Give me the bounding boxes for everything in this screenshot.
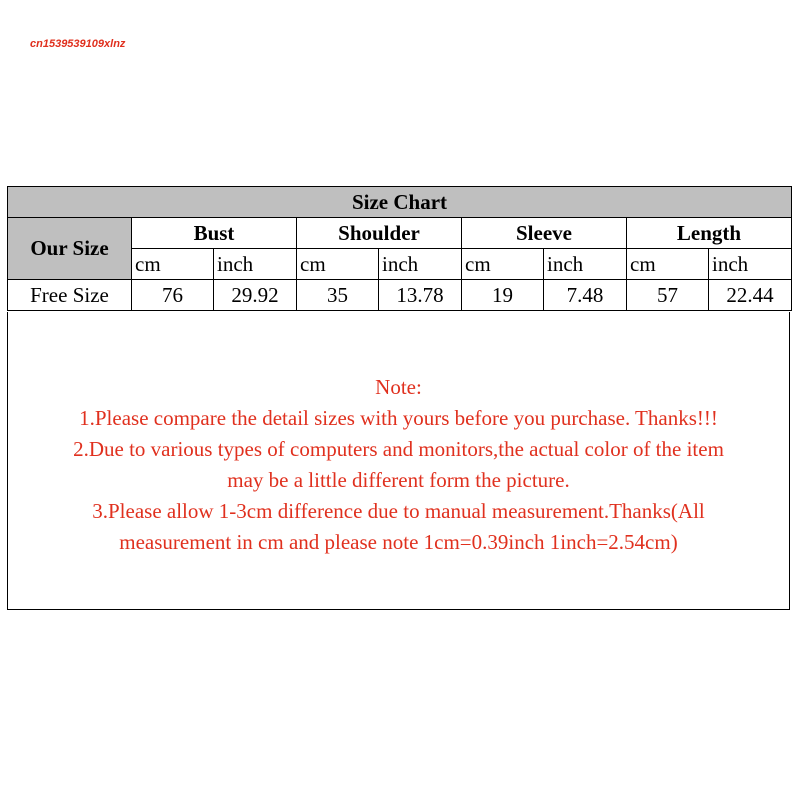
bust-header: Bust bbox=[132, 218, 297, 249]
size-cell: Free Size bbox=[8, 280, 132, 311]
note-box bbox=[7, 312, 790, 610]
bust-unit-inch: inch bbox=[214, 249, 297, 280]
bust-cm-value: 76 bbox=[132, 280, 214, 311]
shoulder-inch-value: 13.78 bbox=[379, 280, 462, 311]
bust-unit-cm: cm bbox=[132, 249, 214, 280]
shoulder-unit-cm: cm bbox=[297, 249, 379, 280]
sleeve-unit-cm: cm bbox=[462, 249, 544, 280]
note-line-4: 3.Please allow 1-3cm difference due to manual measurement.Thanks(All bbox=[92, 499, 705, 523]
sleeve-header: Sleeve bbox=[462, 218, 627, 249]
sleeve-cm-value: 19 bbox=[462, 280, 544, 311]
note-line-2: 2.Due to various types of computers and monitors,the actual color of the item bbox=[73, 437, 724, 461]
note-line-3: may be a little different form the picture. bbox=[227, 468, 570, 492]
note-line-1: 1.Please compare the detail sizes with yours before you purchase. Thanks!!! bbox=[79, 406, 718, 430]
size-chart-title: Size Chart bbox=[8, 187, 792, 218]
our-size-header: Our Size bbox=[8, 218, 132, 280]
shoulder-header: Shoulder bbox=[297, 218, 462, 249]
note-heading: Note: bbox=[375, 375, 422, 399]
bust-inch-value: 29.92 bbox=[214, 280, 297, 311]
table-row bbox=[8, 280, 792, 311]
size-chart-table bbox=[7, 186, 792, 311]
sleeve-inch-value: 7.48 bbox=[544, 280, 627, 311]
length-unit-inch: inch bbox=[709, 249, 792, 280]
title-row bbox=[8, 187, 792, 218]
length-unit-cm: cm bbox=[627, 249, 709, 280]
note-line-5: measurement in cm and please note 1cm=0.39inch 1inch=2.54cm) bbox=[119, 530, 678, 554]
length-inch-value: 22.44 bbox=[709, 280, 792, 311]
shoulder-unit-inch: inch bbox=[379, 249, 462, 280]
length-header: Length bbox=[627, 218, 792, 249]
length-cm-value: 57 bbox=[627, 280, 709, 311]
note-text bbox=[8, 372, 789, 558]
sleeve-unit-inch: inch bbox=[544, 249, 627, 280]
shoulder-cm-value: 35 bbox=[297, 280, 379, 311]
watermark: cn1539539109xlnz bbox=[30, 38, 126, 50]
measurement-header-row bbox=[8, 218, 792, 249]
